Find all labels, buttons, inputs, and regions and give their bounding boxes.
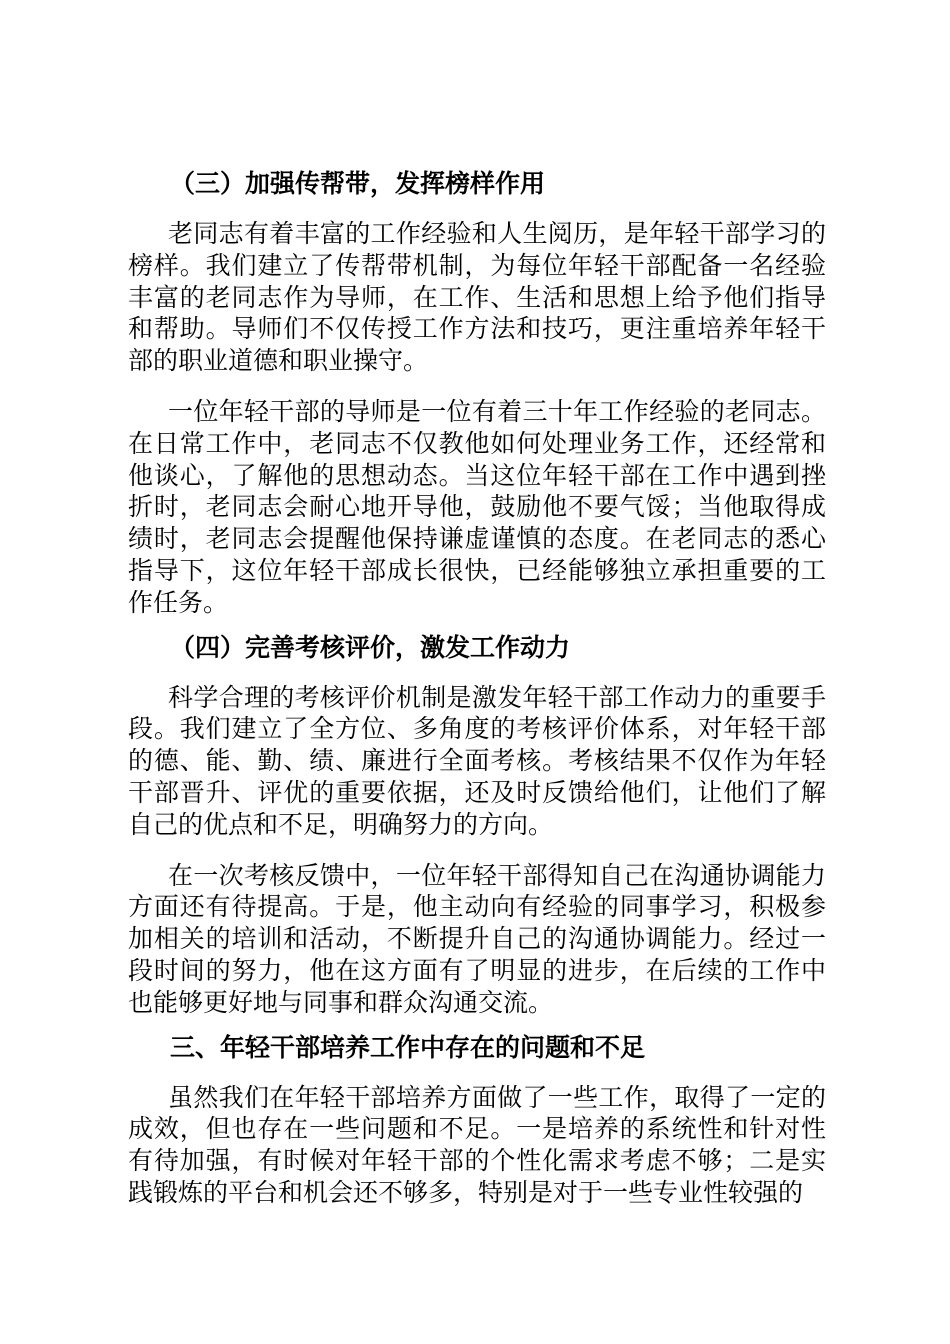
body-paragraph: 在一次考核反馈中，一位年轻干部得知自己在沟通协调能力方面还有待提高。于是，他主动向有经验的同事学习，积极参加相关的培训和活动，不断提升自己的沟通协调能力。经过一段时间的努力，他在这方面有了明显的进步，在后续的工作中也能够更好地与同事和群众沟通交流。: [128, 860, 826, 1017]
chapter-heading-3: 三、年轻干部培养工作中存在的问题和不足: [170, 1032, 646, 1062]
section-heading-4: （四）完善考核评价，激发工作动力: [170, 632, 571, 662]
body-paragraph: 科学合理的考核评价机制是激发年轻干部工作动力的重要手段。我们建立了全方位、多角度的考核评价体系，对年轻干部的德、能、勤、绩、廉进行全面考核。考核结果不仅作为年轻干部晋升、评优的重要依据，还及时反馈给他们，让他们了解自己的优点和不足，明确努力的方向。: [128, 682, 826, 839]
document-body: [128, 167, 826, 1209]
body-paragraph: 老同志有着丰富的工作经验和人生阅历，是年轻干部学习的榜样。我们建立了传帮带机制，为每位年轻干部配备一名经验丰富的老同志作为导师，在工作、生活和思想上给予他们指导和帮助。导师们不仅传授工作方法和技巧，更注重培养年轻干部的职业道德和职业操守。: [128, 219, 826, 376]
section-heading-3: （三）加强传帮带，发挥榜样作用: [170, 169, 546, 198]
body-paragraph: 一位年轻干部的导师是一位有着三十年工作经验的老同志。在日常工作中，老同志不仅教他如何处理业务工作，还经常和他谈心，了解他的思想动态。当这位年轻干部在工作中遇到挫折时，老同志会耐心地开导他，鼓励他不要气馁；当他取得成绩时，老同志会提醒他保持谦虚谨慎的态度。在老同志的悉心指导下，这位年轻干部成长很快，已经能够独立承担重要的工作任务。: [128, 396, 826, 617]
body-paragraph: 虽然我们在年轻干部培养方面做了一些工作，取得了一定的成效，但也存在一些问题和不足。一是培养的系统性和针对性有待加强，有时候对年轻干部的个性化需求考虑不够；二是实践锻炼的平台和机会还不够多，特别是对于一些专业性较强的: [128, 1082, 826, 1207]
